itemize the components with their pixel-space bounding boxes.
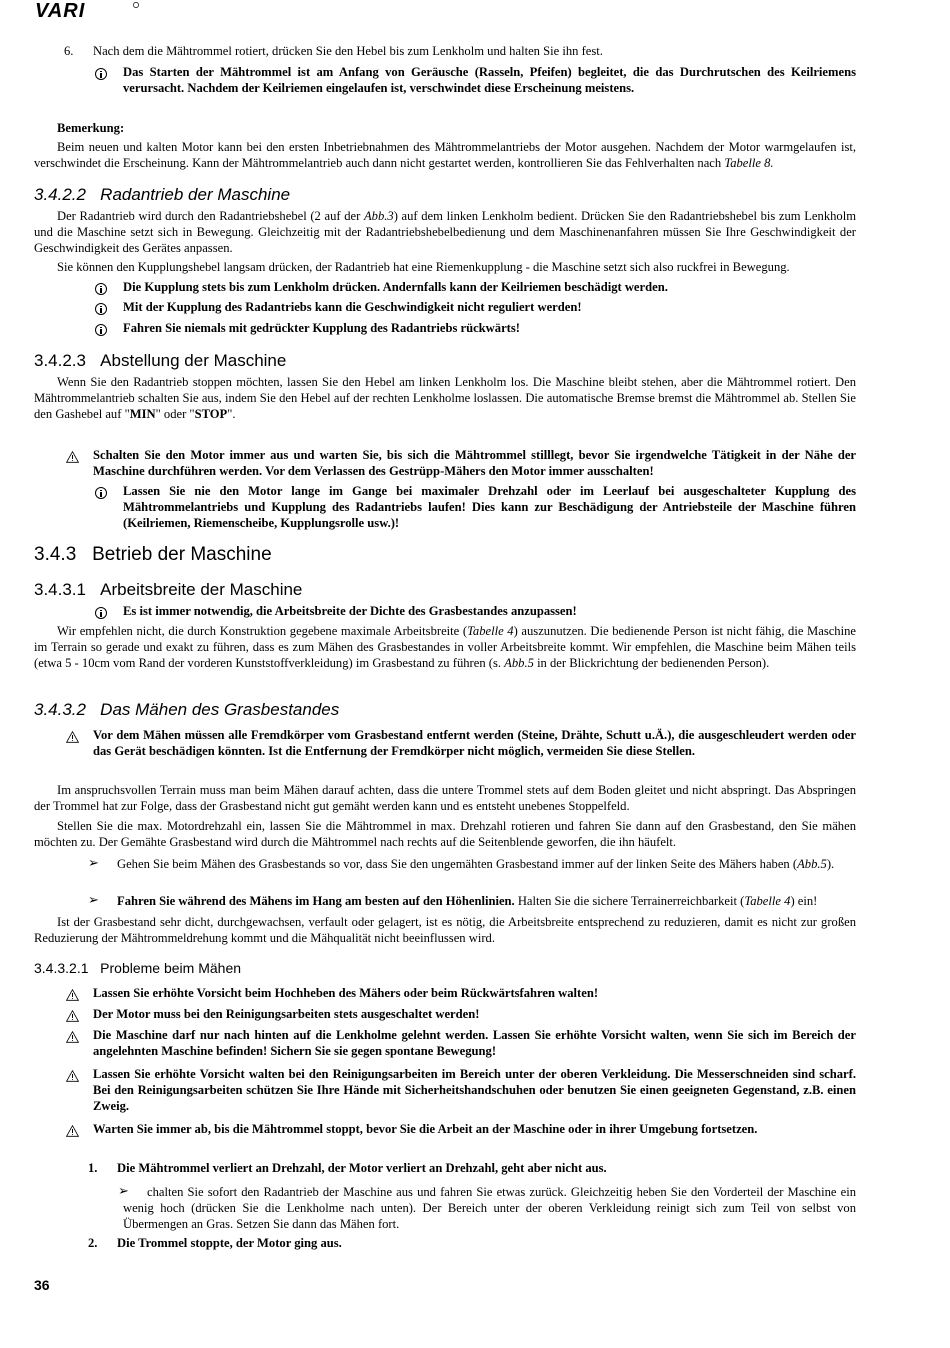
arrow-bullet-icon: ➢: [118, 1184, 129, 1199]
arrow-bullet-icon: ➢: [88, 856, 99, 871]
warning-text: Die Maschine darf nur nach hinten auf die Lenkholme gelehnt werden. Lassen Sie erhöhte Vorsicht walten, wenn Sie sich im Bereich der angelehnten Maschine befinden! Sichern Sie sie gegen spontane Bewegung!: [93, 1028, 856, 1058]
text: Der Radantrieb wird durch den Radantriebshebel (2 auf der: [57, 209, 361, 223]
warning-icon: [66, 989, 79, 1001]
section-title: Das Mähen des Grasbestandes: [100, 700, 340, 719]
section-number: 3.4.3.2.1: [34, 960, 89, 976]
warning-icon: [66, 1010, 79, 1022]
chapter-heading: [34, 544, 272, 566]
section-number: 3.4.2.3: [34, 351, 86, 370]
section-title: Probleme beim Mähen: [100, 960, 242, 976]
info-note: Das Starten der Mähtrommel ist am Anfang von Geräusche (Rasseln, Pfeifen) begleitet, die das Durchrutschen des Keilriemens verursacht. Nachdem der Keilriemen eingelaufen ist, verschwindet diese Erscheinung meistens.: [123, 65, 856, 95]
list-number: 2.: [88, 1236, 98, 1250]
warning-icon: [66, 1031, 79, 1043]
text: Halten Sie die sichere Terrainerreichbarkeit (: [514, 894, 745, 908]
bold-text: Fahren Sie während des Mähens im Hang am besten auf den Höhenlinien.: [117, 894, 515, 908]
list-item: Die Mähtrommel verliert an Drehzahl, der Motor verliert an Drehzahl, geht aber nicht aus.: [117, 1161, 607, 1175]
section-title: Radantrieb der Maschine: [100, 185, 291, 204]
text: ) auszunutzen. Die bedienende Person ist nicht fähig, die Maschine im Terrain so gerade und exakt zu führen, dass es zum Mähen des Grasbestandes in voller Arbeitsbreite kommt. Wir empfehlen, die Maschine beim Mähen teils (etwa 5 - 10cm vom Rand der vorderen Kunststoffverkleidung) im Grasbestand zu führen (s.: [34, 624, 856, 670]
remark-title: Bemerkung:: [57, 121, 125, 135]
warning-icon: [66, 1070, 79, 1082]
warning-text: Der Motor muss bei den Reinigungsarbeiten stets ausgeschaltet werden!: [93, 1007, 480, 1021]
table-ref: Tabelle 4: [467, 624, 514, 638]
text: Wir empfehlen nicht, die durch Konstruktion gegebene maximale Arbeitsbreite (: [57, 624, 468, 638]
warning-text: Lassen Sie erhöhte Vorsicht walten bei den Reinigungsarbeiten im Bereich unter der oberen Verkleidung. Die Messerschneiden sind scharf. Bei den Reinigungsarbeiten schützen Sie Ihre Hände mit Sicherheitshandschuhen oder benutzen Sie einen geeigneten Gegenstand, z.B. einen Zweig.: [93, 1067, 856, 1113]
bullet-item: chalten Sie sofort den Radantrieb der Maschine aus und fahren Sie etwas zurück. Gleichzeitig heben Sie den Vorderteil der Maschine ein wenig hoch (drücken Sie die Lenkholme nach unten). Der Bereich unter der oberen Verkleidung reinigt sich zum Teil von selbst von Übermengen an Gras. Setzen Sie dann das Mähen fort.: [123, 1185, 856, 1231]
info-icon: [95, 283, 107, 295]
section-number: 3.4.3: [34, 544, 77, 565]
arrow-bullet-icon: ➢: [88, 893, 99, 908]
text: ) ein!: [790, 894, 818, 908]
paragraph: [34, 624, 856, 671]
step-number: 6.: [64, 44, 74, 58]
section-number: 3.4.2.2: [34, 185, 86, 204]
section-heading: [34, 700, 339, 720]
info-note: Es ist immer notwendig, die Arbeitsbreite der Dichte des Grasbestandes anzupassen!: [123, 604, 577, 618]
paragraph: Ist der Grasbestand sehr dicht, durchgewachsen, verfault oder gelagert, ist es nötig, die Arbeitsbreite entsprechend zu reduzieren, damit es nicht zur großen Reduzierung der Mähtrommeldrehung kommt und die Mähqualität nicht beeinflussen wird.: [34, 915, 856, 945]
warning-text: Warten Sie immer ab, bis die Mähtrommel stoppt, bevor Sie die Arbeit an der Maschine oder in ihrer Umgebung fortsetzen.: [93, 1122, 758, 1136]
info-note: Die Kupplung stets bis zum Lenkholm drücken. Andernfalls kann der Keilriemen beschädigt werden.: [123, 280, 668, 294]
remark-text: Beim neuen und kalten Motor kann bei den ersten Inbetriebnahmen des Mähtrommelantriebs der Motor ausgehen. Nachdem der Motor warmgelaufen ist, verschwindet die Erscheinung. Kann der Mähtrommelantrieb auch dann nicht gestartet werden, kontrollieren Sie das Fehlverhalten nach: [34, 140, 856, 170]
section-title: Betrieb der Maschine: [92, 544, 272, 565]
stop-label: STOP: [194, 406, 228, 421]
bullet-item: [93, 857, 856, 873]
paragraph: Sie können den Kupplungshebel langsam drücken, der Radantrieb hat eine Riemenkupplung - die Maschine setzt sich also ruckfrei in Bewegung.: [57, 260, 790, 274]
section-heading: [34, 185, 290, 205]
min-label: MIN: [129, 406, 156, 421]
paragraph: [34, 375, 856, 422]
info-note: Mit der Kupplung des Radantriebs kann die Geschwindigkeit nicht reguliert werden!: [123, 300, 582, 314]
warning-icon: [66, 731, 79, 743]
text: in der Blickrichtung der bedienenden Person).: [537, 655, 770, 670]
text: ).: [826, 857, 835, 871]
section-number: 3.4.3.2: [34, 700, 86, 719]
list-item: Die Trommel stoppte, der Motor ging aus.: [117, 1236, 342, 1250]
figure-ref: Abb.5: [504, 655, 534, 670]
section-title: Arbeitsbreite der Maschine: [100, 580, 303, 599]
paragraph: Stellen Sie die max. Motordrehzahl ein, lassen Sie die Mähtrommel in max. Drehzahl rotieren und fahren Sie dann auf den Grasbestand, den Sie mähen möchten zu. Der Gemähte Grasbestand wird durch die Mähtrommel nach rechts auf die Seitenblende geworfen, die ihn häufelt.: [34, 819, 856, 849]
warning-icon: [66, 1125, 79, 1137]
text: Gehen Sie beim Mähen des Grasbestands so vor, dass Sie den ungemähten Grasbestand immer auf der linken Seite des Mähers haben (: [117, 857, 798, 871]
info-icon: [95, 607, 107, 619]
remark-ref: Tabelle 8.: [724, 155, 774, 170]
section-title: Abstellung der Maschine: [100, 351, 287, 370]
remark-paragraph: [34, 140, 856, 172]
warning-text: Schalten Sie den Motor immer aus und warten Sie, bis sich die Mähtrommel stilllegt, bevor Sie irgendwelche Tätigkeit in der Nähe der Maschine durchführen werden. Vor dem Verlassen des Gestrüpp-Mähers den Motor immer ausschalten!: [93, 448, 856, 478]
paragraph: [34, 209, 856, 256]
section-number: 3.4.3.1: [34, 580, 86, 599]
text: ".: [227, 406, 236, 421]
list-number: 1.: [88, 1161, 98, 1175]
text: ) auf dem linken Lenkholm bedient. Drücken Sie den Radantriebshebel bis zum Lenkholm und die Maschine setzt sich in Bewegung. Gleichzeitig mit der Radantriebshebelbedienung und dem Maschinenanfahren müssen Sie Ihre Geschwindigkeit der Geschwindigkeit des Gerätes anpassen.: [34, 209, 857, 255]
vari-logo: [35, 1, 150, 19]
figure-ref: Abb.5: [797, 857, 827, 871]
warning-text: Vor dem Mähen müssen alle Fremdkörper vom Grasbestand entfernt werden (Steine, Drähte, Schutt u.Ä.), die ausgeschleudert werden oder das Gerät beschädigen könnten. Ist die Entfernung der Fremdkörper nicht möglich, vermeiden Sie diese Stellen.: [93, 728, 856, 758]
figure-ref: Abb.3: [363, 209, 394, 223]
section-heading: [34, 580, 302, 600]
text: " oder ": [155, 406, 195, 421]
info-icon: [95, 303, 107, 315]
info-icon: [95, 324, 107, 336]
section-heading: [34, 351, 286, 371]
subsection-heading: [34, 960, 241, 977]
info-icon: [95, 487, 107, 499]
page-number: 36: [34, 1277, 50, 1293]
bullet-item: [93, 894, 856, 910]
warning-icon: [66, 451, 79, 463]
info-icon: [95, 68, 107, 80]
warning-text: Lassen Sie erhöhte Vorsicht beim Hochheben des Mähers oder beim Rückwärtsfahren walten!: [93, 986, 599, 1000]
info-note: Lassen Sie nie den Motor lange im Gange bei maximaler Drehzahl oder im Leerlauf bei ausgeschalteter Kupplung des Mähtrommelantriebs und Kupplung des Radantriebs laufen! Dies kann zur Beschädigung der Antriebsteile der Maschine führen (Keilriemen, Riemenscheibe, Kupplungsrolle usw.)!: [123, 484, 856, 530]
paragraph: Im anspruchsvollen Terrain muss man beim Mähen darauf achten, dass die untere Trommel stets auf dem Boden gleitet und nicht abspringt. Das Abspringen der Trommel hat zur Folge, dass der Grasbestand nicht gut gemäht werden kann und es entsteht unebenes Stoppelfeld.: [34, 783, 856, 813]
table-ref: Tabelle 4: [744, 894, 791, 908]
info-note: Fahren Sie niemals mit gedrückter Kupplung des Radantriebs rückwärts!: [123, 321, 520, 335]
step-text: Nach dem die Mähtrommel rotiert, drücken Sie den Hebel bis zum Lenkholm und halten Sie ihn fest.: [93, 44, 603, 58]
vari-logo-text: VARI: [35, 1, 86, 19]
text: Wenn Sie den Radantrieb stoppen möchten, lassen Sie den Hebel am linken Lenkholm los. Die Maschine bleibt stehen, aber die Mähtrommel rotiert. Den Mähtrommelantrieb schalten Sie aus, indem Sie den Hebel auf der rechten Lenkholme loslassen. Die automatische Bremse bremst die Mähtrommel ab. Stellen Sie den Gashebel auf ": [34, 375, 856, 421]
